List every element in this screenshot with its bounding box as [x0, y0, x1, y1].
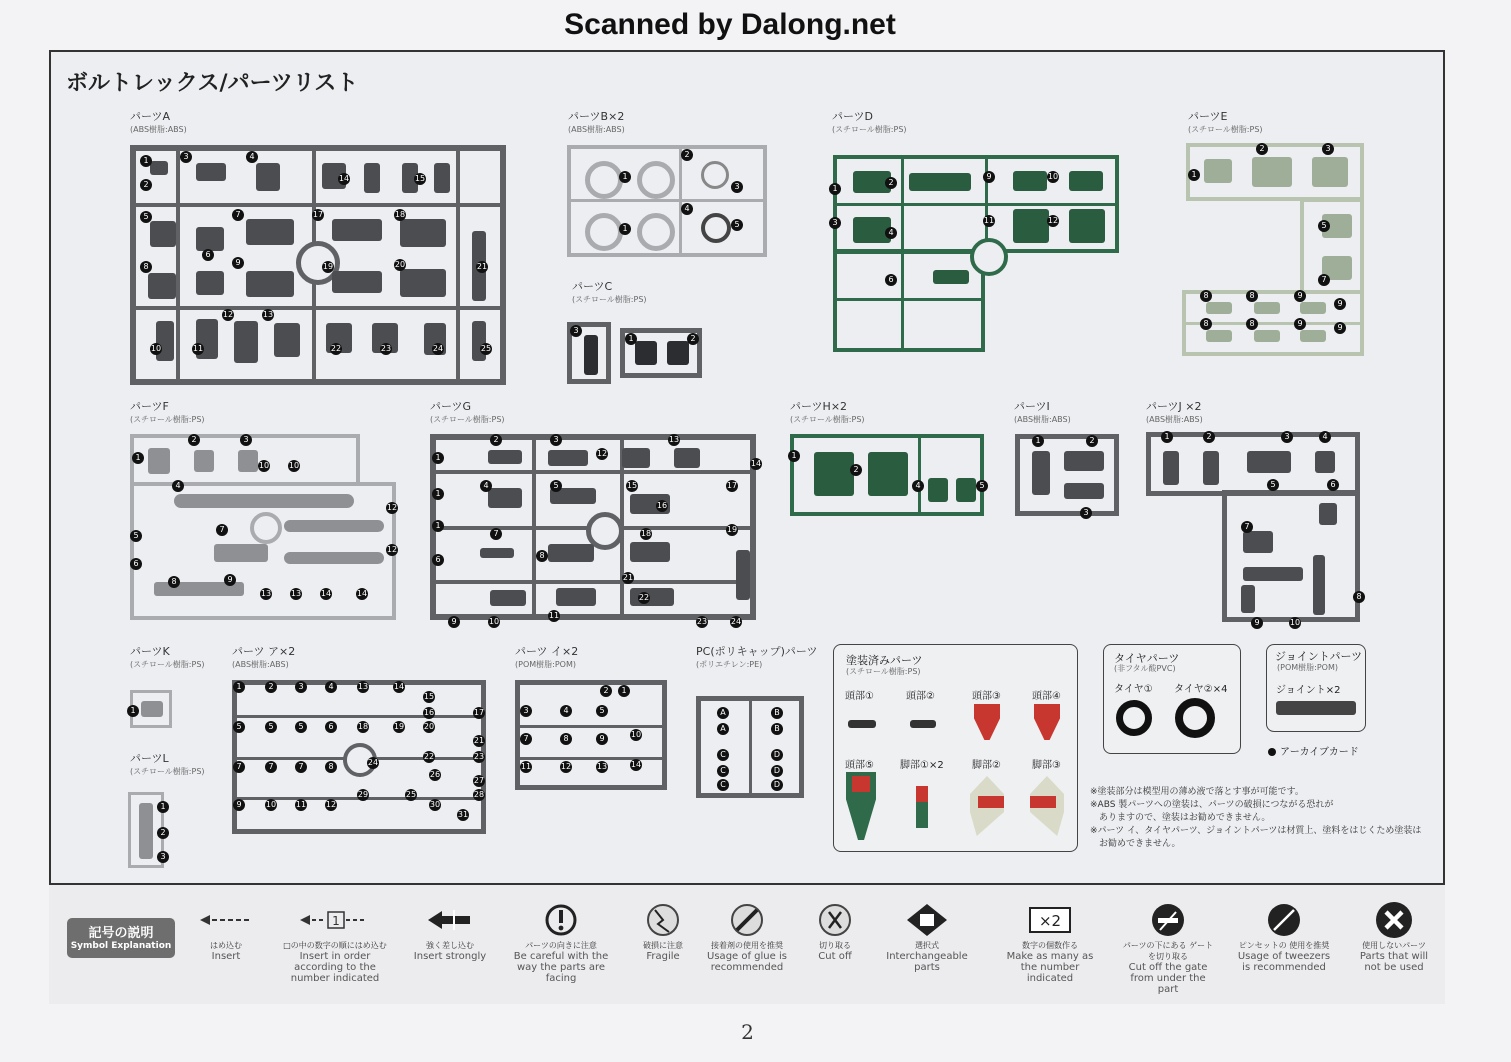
painted-head2-part [910, 720, 936, 728]
runner-a: 1 2 3 4 5 6 7 8 9 10 11 12 13 14 15 17 18 19 20 21 22 23 24 25 [130, 145, 506, 385]
runner-d-label [832, 110, 907, 136]
symbol-make-as-many [998, 900, 1102, 984]
runner-d-name: パーツD [832, 110, 874, 123]
painted-label-head2: 頭部② [906, 691, 935, 702]
tire-parts-material: (非フタル酸PVC) [1114, 664, 1176, 673]
symbol-fragile-jp: 破損に注意 [643, 941, 683, 950]
interchangeable-icon [905, 902, 949, 938]
symbol-part-direction-en: Be careful with the way the parts are facing [513, 951, 609, 984]
runner-a-material: (ABS樹脂:ABS) [130, 125, 187, 134]
runner-l-name: パーツL [130, 752, 169, 765]
painted-label-head4: 頭部④ [1032, 691, 1061, 702]
painting-notes [1090, 786, 1440, 851]
archive-card-text: アーカイブカード [1280, 747, 1359, 758]
page-number: 2 [741, 1020, 754, 1044]
runner-pc: A A B B C C C D D D [696, 696, 804, 798]
runner-j-label [1146, 400, 1203, 426]
note-line-2: ※ABS 製パーツへの塗装は、パーツの破損につながる恐れが [1090, 800, 1334, 810]
glue-icon [729, 902, 765, 938]
symbol-cut-gate-jp: パーツの下にある ゲートを切り取る [1122, 941, 1214, 961]
runner-k: 1 [130, 690, 172, 728]
fragile-icon [645, 902, 681, 938]
numbered-insert-icon [300, 911, 370, 929]
runner-i2-name: パーツ イ×2 [515, 645, 579, 658]
runner-a-label [130, 110, 187, 136]
runner-f-material: (スチロール樹脂:PS) [130, 415, 205, 424]
runner-e-name: パーツE [1188, 110, 1228, 123]
painted-label-leg1: 脚部①×2 [900, 760, 944, 771]
runner-d-material: (スチロール樹脂:PS) [832, 125, 907, 134]
runner-i-material: (ABS樹脂:ABS) [1014, 415, 1071, 424]
painted-label-leg2: 脚部② [972, 760, 1001, 771]
symbol-cut-off-en: Cut off [818, 951, 852, 962]
cut-gate-icon [1150, 902, 1186, 938]
symbol-insert-in-order-jp: □の中の数字の順にはめ込む [283, 941, 387, 950]
runner-g-name: パーツG [430, 400, 472, 413]
runner-i: 1 2 3 [1015, 434, 1119, 516]
runner-i2-material: (POM樹脂:POM) [515, 660, 576, 669]
painted-parts-title: 塗装済みパーツ [846, 654, 923, 667]
symbol-interchangeable [874, 900, 980, 973]
symbol-insert-en: Insert [211, 951, 241, 962]
symbol-insert [196, 900, 256, 962]
runner-a2-material: (ABS樹脂:ABS) [232, 660, 289, 669]
painted-leg1-red [916, 786, 928, 802]
runner-e-top: 1 2 3 [1186, 143, 1364, 201]
runner-b: 1 1 2 3 4 5 [567, 145, 767, 257]
runner-g-label [430, 400, 505, 426]
runner-c-label [572, 280, 647, 306]
symbol-title-en: Symbol Explanation [70, 941, 172, 951]
runner-l-label [130, 752, 205, 778]
runner-e-middle: 5 7 [1300, 198, 1364, 294]
runner-b-label [568, 110, 625, 136]
runner-a2: 1 2 3 4 5 5 5 6 7 7 7 8 9 10 11 12 13 14 15 16 17 18 19 20 21 22 23 24 25 26 27 28 29 30 31 [232, 680, 486, 834]
symbol-not-used-jp: 使用しないパーツ [1362, 941, 1426, 950]
runner-d-bottom: 6 [833, 250, 985, 352]
insert-strongly-icon [428, 910, 472, 930]
painted-parts-material: (スチロール樹脂:PS) [846, 667, 921, 676]
runner-l: 1 2 3 [128, 792, 164, 868]
runner-k-name: パーツK [130, 645, 170, 658]
exclamation-icon [543, 902, 579, 938]
times-two-text: ×2 [1038, 912, 1062, 930]
note-line-5: お勧めできません。 [1090, 839, 1181, 849]
runner-e-material: (スチロール樹脂:PS) [1188, 125, 1263, 134]
runner-i2-label [515, 645, 578, 671]
symbol-insert-in-order [276, 900, 394, 984]
symbol-interchangeable-en: Interchangeable parts [886, 951, 968, 973]
tweezers-icon [1266, 902, 1302, 938]
runner-d-top: 1 2 3 4 9 10 11 12 [833, 155, 1119, 253]
runner-pc-material: (ポリエチレン:PE) [696, 660, 763, 669]
symbol-cut-off-jp: 切り取る [819, 941, 851, 950]
runner-h-material: (スチロール樹脂:PS) [790, 415, 865, 424]
symbol-part-direction-jp: パーツの向きに注意 [525, 941, 597, 950]
tire1-label: タイヤ① [1114, 684, 1153, 695]
symbol-insert-in-order-en: Insert in order according to the number indicated [290, 951, 380, 984]
painted-label-head5: 頭部⑤ [845, 760, 874, 771]
tire2-ring [1175, 698, 1215, 738]
runner-i-name: パーツI [1014, 400, 1050, 413]
symbol-tweezers-en: Usage of tweezers is recommended [1237, 951, 1331, 973]
symbol-explanation-title [67, 918, 175, 958]
runner-c-name: パーツC [572, 280, 613, 293]
symbol-part-direction [504, 900, 618, 984]
note-line-3: ありますので、塗装はお勧めできません。 [1090, 813, 1271, 823]
archive-card-label [1268, 743, 1359, 758]
runner-f-bottom: 4 5 6 7 8 9 12 12 13 13 14 14 [130, 482, 396, 620]
runner-j-bottom: 5 6 7 8 9 10 [1222, 490, 1360, 622]
symbol-tweezers-jp: ピンセットの 使用を推奨 [1238, 941, 1330, 950]
tire2-label: タイヤ②×4 [1174, 684, 1228, 695]
symbol-fragile-en: Fragile [646, 951, 680, 962]
runner-a2-name: パーツ ア×2 [232, 645, 296, 658]
symbol-cut-gate [1120, 900, 1216, 995]
symbol-make-as-many-jp: 数字の個数作る [1022, 941, 1078, 950]
runner-h-label [790, 400, 865, 426]
runner-f-name: パーツF [130, 400, 169, 413]
symbol-insert-strongly-en: Insert strongly [413, 951, 487, 962]
painted-head1-part [848, 720, 876, 728]
runner-f-top: 1 2 3 10 10 [130, 434, 360, 486]
runner-j-name: パーツJ ×2 [1146, 400, 1202, 413]
runner-b-name: パーツB×2 [568, 110, 625, 123]
scanned-by-header: Scanned by Dalong.net [564, 8, 896, 41]
runner-a-name: パーツA [130, 110, 171, 123]
symbol-make-as-many-en: Make as many as the number indicated [1006, 951, 1094, 984]
tire-parts-title: タイヤパーツ [1114, 652, 1180, 665]
symbol-cut-off [806, 900, 864, 962]
symbol-not-used [1352, 900, 1436, 973]
runner-f-label [130, 400, 205, 426]
bullet-dot [1268, 748, 1276, 756]
symbol-insert-jp: はめ込む [210, 941, 242, 950]
painted-leg3-red [1030, 796, 1056, 808]
painted-label-head1: 頭部① [845, 691, 874, 702]
painted-label-leg3: 脚部③ [1032, 760, 1061, 771]
symbol-not-used-en: Parts that will not be used [1359, 951, 1429, 973]
runner-e-bottom: 8 8 9 9 8 8 9 9 [1182, 290, 1364, 356]
cut-off-icon [817, 902, 853, 938]
numbered-insert-box-number: 1 [332, 914, 340, 928]
not-used-x-icon [1374, 900, 1414, 940]
times-two-icon [1028, 906, 1072, 934]
symbol-glue-jp: 接着剤の使用を推奨 [711, 941, 783, 950]
tire1-ring [1116, 700, 1152, 736]
runner-h: 1 2 4 5 [790, 434, 984, 516]
runner-h-name: パーツH×2 [790, 400, 848, 413]
runner-l-material: (スチロール樹脂:PS) [130, 767, 205, 776]
runner-k-label [130, 645, 205, 671]
page-title: ボルトレックス/パーツリスト [66, 71, 359, 96]
runner-j-material: (ABS樹脂:ABS) [1146, 415, 1203, 424]
runner-pc-name: PC(ポリキャップ)パーツ [696, 645, 818, 658]
runner-k-material: (スチロール樹脂:PS) [130, 660, 205, 669]
runner-c-material: (スチロール樹脂:PS) [572, 295, 647, 304]
runner-j-top: 1 2 3 4 [1146, 432, 1360, 496]
runner-g: 1 1 1 2 3 4 5 6 7 8 9 10 11 12 13 14 15 16 17 18 19 21 22 23 24 [430, 434, 756, 620]
painted-head5-red [852, 776, 870, 792]
painted-label-head3: 頭部③ [972, 691, 1001, 702]
symbol-glue-en: Usage of glue is recommended [707, 951, 787, 973]
runner-b-material: (ABS樹脂:ABS) [568, 125, 625, 134]
runner-c-right: 1 2 [620, 328, 702, 378]
runner-a2-label [232, 645, 295, 671]
joint-parts-title: ジョイントパーツ [1275, 650, 1363, 663]
runner-i2: 2 1 3 4 5 7 8 9 10 11 12 13 14 [515, 680, 667, 790]
joint-label: ジョイント×2 [1276, 685, 1341, 696]
symbol-insert-strongly-jp: 強く差し込む [426, 941, 474, 950]
runner-c-left: 3 [567, 322, 611, 384]
symbol-tweezers [1236, 900, 1332, 973]
symbol-insert-strongly [412, 900, 488, 962]
painted-leg2-red [978, 796, 1004, 808]
insert-arrow-icon [200, 913, 252, 927]
joint-part [1276, 701, 1356, 715]
symbol-fragile [632, 900, 694, 962]
runner-i-label [1014, 400, 1071, 426]
runner-pc-label [696, 645, 817, 671]
runner-e-label [1188, 110, 1263, 136]
symbol-interchangeable-jp: 選択式 [915, 941, 939, 950]
symbol-title-jp: 記号の説明 [88, 926, 154, 941]
note-line-4: ※パーツ イ、タイヤパーツ、ジョイントパーツは材質上、塗料をはじくため塗装は [1090, 826, 1422, 836]
symbol-glue [704, 900, 790, 973]
symbol-cut-gate-en: Cut off the gate from under the part [1128, 962, 1208, 995]
runner-g-material: (スチロール樹脂:PS) [430, 415, 505, 424]
note-line-1: ※塗装部分は模型用の薄め液で落とす事が可能です。 [1090, 787, 1304, 797]
joint-parts-material: (POM樹脂:POM) [1277, 663, 1338, 672]
runner-d-hub [970, 238, 1008, 276]
